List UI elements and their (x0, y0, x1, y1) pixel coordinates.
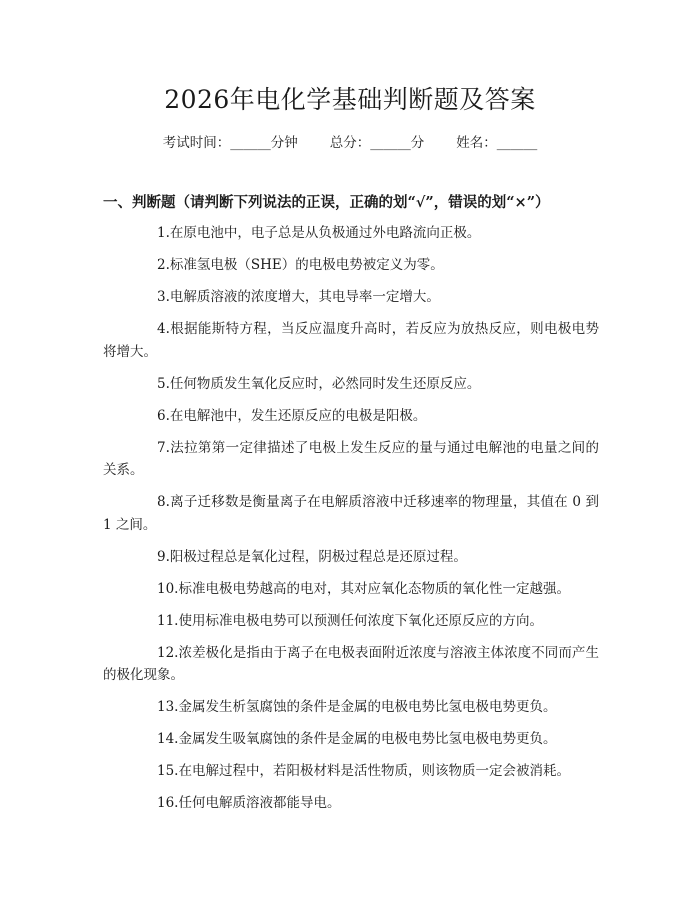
question-number: 13. (157, 699, 179, 715)
question-item (103, 578, 599, 601)
question-number: 16. (157, 795, 179, 811)
question-number: 8. (157, 494, 170, 510)
question-number: 15. (157, 763, 179, 779)
question-item (103, 696, 599, 719)
question-item (103, 546, 599, 569)
question-item (103, 610, 599, 633)
question-text: 浓差极化是指由于离子在电极表面附近浓度与溶液主体浓度不同而产生的极化现象。 (103, 644, 599, 683)
question-number: 12. (157, 644, 179, 661)
question-item (103, 437, 599, 482)
exam-time-field: 考试时间：______分钟 (162, 135, 298, 151)
question-number: 4. (157, 321, 170, 337)
document-title: 2026年电化学基础判断题及答案 (164, 85, 536, 114)
question-text: 任何物质发生氧化反应时，必然同时发生还原反应。 (169, 375, 481, 392)
question-item (103, 405, 599, 428)
question-item (103, 491, 599, 536)
question-text: 离子迁移数是衡量离子在电解质溶液中迁移速率的物理量，其值在 0 到 1 之间。 (103, 494, 599, 533)
exam-meta-line (0, 131, 700, 151)
question-item (103, 373, 599, 396)
question-number: 7. (157, 439, 170, 456)
question-text: 法拉第第一定律描述了电极上发生反应的量与通过电解池的电量之间的关系。 (103, 439, 599, 478)
question-item (103, 760, 599, 783)
question-text: 在电解池中，发生还原反应的电极是阳极。 (169, 407, 427, 424)
question-text: 在电解过程中，若阳极材料是活性物质，则该物质一定会被消耗。 (178, 763, 570, 779)
question-text: 任何电解质溶液都能导电。 (178, 795, 341, 811)
question-item (103, 254, 599, 277)
question-item (103, 642, 599, 687)
question-number: 3. (157, 289, 170, 305)
question-text: 阳极过程总是氧化过程，阴极过程总是还原过程。 (169, 548, 467, 565)
question-text: 电解质溶液的浓度增大，其电导率一定增大。 (169, 289, 440, 305)
question-number: 14. (157, 731, 179, 747)
question-item (103, 728, 599, 751)
question-number: 11. (157, 612, 179, 629)
question-number: 6. (157, 407, 170, 424)
question-text: 标准电极电势越高的电对，其对应氧化态物质的氧化性一定越强。 (178, 580, 570, 597)
question-number: 10. (157, 580, 179, 597)
question-list (103, 222, 599, 824)
question-text: 标准氢电极（SHE）的电极电势被定义为零。 (169, 257, 444, 273)
question-text: 使用标准电极电势可以预测任何浓度下氧化还原反应的方向。 (178, 612, 543, 629)
question-item (103, 222, 599, 245)
section-heading: 一、判断题（请判断下列说法的正误，正确的划“√”，错误的划“×”） (103, 194, 550, 211)
question-text: 金属发生析氢腐蚀的条件是金属的电极电势比氢电极电势更负。 (178, 699, 557, 715)
question-item (103, 318, 599, 363)
student-name-field: 姓名：______ (456, 135, 538, 151)
question-text: 金属发生吸氧腐蚀的条件是金属的电极电势比氢电极电势更负。 (178, 731, 557, 747)
total-score-field: 总分：______分 (329, 135, 425, 151)
question-text: 根据能斯特方程，当反应温度升高时，若反应为放热反应，则电极电势将增大。 (103, 321, 599, 360)
question-number: 9. (157, 548, 170, 565)
question-number: 2. (157, 257, 170, 273)
question-item (103, 792, 599, 815)
question-number: 5. (157, 375, 170, 392)
question-item (103, 286, 599, 309)
question-number: 1. (157, 225, 170, 241)
question-text: 在原电池中，电子总是从负极通过外电路流向正极。 (169, 225, 481, 241)
